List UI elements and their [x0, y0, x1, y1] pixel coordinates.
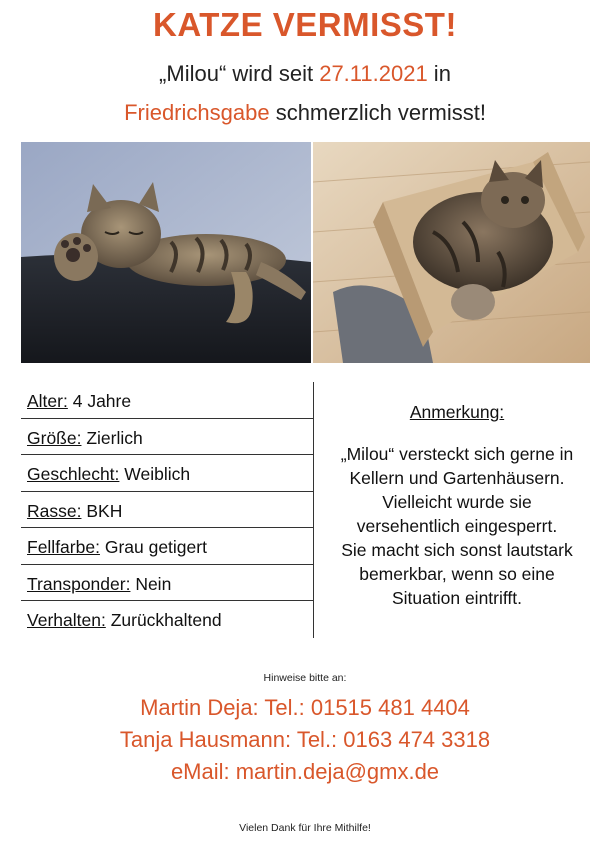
cat-lying-on-sofa-icon	[21, 142, 311, 363]
flyer-title: KATZE VERMISST!	[153, 6, 457, 43]
cat-photo-left	[21, 142, 311, 363]
subtitle-text-c: schmerzlich vermisst!	[269, 100, 486, 125]
note-box	[318, 402, 596, 610]
note-line: Vielleicht wurde sie	[382, 492, 532, 512]
subtitle-line-1	[0, 61, 610, 87]
details-value: BKH	[86, 500, 123, 521]
details-row-breed	[21, 492, 313, 529]
cat-in-cardboard-box-icon	[313, 142, 590, 363]
details-value: Zierlich	[86, 427, 143, 448]
missing-place: Friedrichsgabe	[124, 100, 270, 125]
details-value: Nein	[135, 573, 172, 594]
details-label: Geschlecht:	[27, 464, 120, 484]
details-value: 4 Jahre	[72, 391, 132, 411]
details-row-size	[21, 419, 313, 456]
note-title: Anmerkung:	[409, 402, 505, 422]
missing-date: 27.11.2021	[319, 61, 428, 86]
details-label: Transponder:	[27, 573, 131, 594]
details-value: Weiblich	[124, 464, 191, 484]
details-label: Verhalten:	[27, 610, 106, 630]
note-line: bemerkbar, wenn so eine	[359, 564, 555, 584]
note-line: „Milou“ versteckt sich gerne in	[340, 444, 574, 464]
contact-intro: Hinweise bitte an:	[263, 672, 347, 684]
thanks-footer: Vielen Dank für Ihre Mithilfe!	[239, 822, 371, 834]
details-row-transponder	[21, 565, 313, 602]
details-label: Alter:	[27, 391, 68, 411]
note-line: versehentlich eingesperrt.	[356, 516, 558, 536]
details-label: Größe:	[27, 427, 82, 448]
note-line: Situation eintrifft.	[391, 588, 523, 608]
note-line: Kellern und Gartenhäusern.	[349, 468, 565, 488]
contact-martin-phone: Martin Deja: Tel.: 01515 481 4404	[140, 695, 470, 720]
details-value: Zurückhaltend	[110, 610, 222, 630]
subtitle-text-a: wird seit	[226, 61, 320, 86]
contact-tanja-phone: Tanja Hausmann: Tel.: 0163 474 3318	[119, 727, 491, 752]
subtitle-line-2	[0, 100, 610, 126]
details-row-behavior	[21, 601, 313, 638]
details-table	[21, 382, 314, 638]
subtitle-text-b: in	[427, 61, 451, 86]
details-label: Rasse:	[27, 500, 82, 521]
details-value: Grau getigert	[104, 537, 207, 557]
details-row-age	[21, 382, 313, 419]
details-row-sex	[21, 455, 313, 492]
details-row-fur-color	[21, 528, 313, 565]
note-line: Sie macht sich sonst lautstark	[341, 540, 573, 560]
contact-email: eMail: martin.deja@gmx.de	[170, 759, 440, 784]
details-label: Fellfarbe:	[27, 537, 100, 557]
cat-photo-right	[313, 142, 590, 363]
cat-name: „Milou“	[159, 61, 227, 86]
